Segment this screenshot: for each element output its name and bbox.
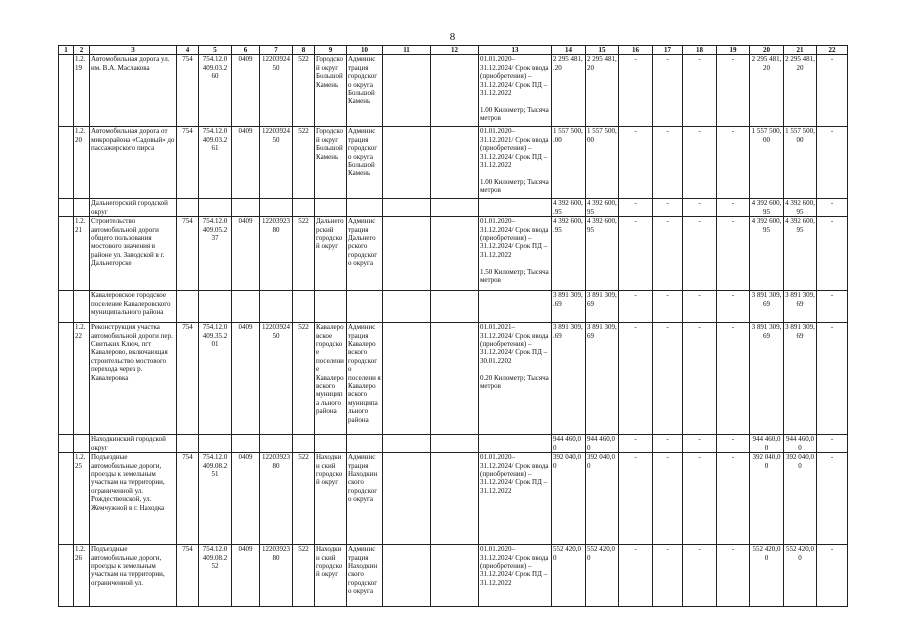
cell-col-9: Дальнего рский городской округ xyxy=(315,217,347,291)
cell-col-7 xyxy=(260,199,293,217)
cell-col-12 xyxy=(431,291,479,323)
cell-col-1 xyxy=(59,291,74,323)
cell-col-21: 552 420,0 0 xyxy=(784,545,817,607)
cell-col-2: 1.2.26 xyxy=(74,545,90,607)
cell-col-19: - xyxy=(717,55,750,127)
cell-col-22: - xyxy=(817,291,848,323)
cell-col-7: 12203923 80 xyxy=(260,453,293,545)
cell-col-16: - xyxy=(619,545,653,607)
cell-col-7 xyxy=(260,291,293,323)
cell-col-14: 4 392 600, .95 xyxy=(552,217,586,291)
cell-col-18: - xyxy=(683,217,717,291)
cell-col-10: Админис трация Находкин ского городског о округа xyxy=(347,545,383,607)
cell-col-3: Строительство автомобильной дороги общего пользования мостового значения в районе ул. Заводской в г. Дальнегорске xyxy=(90,217,177,291)
cell-col-15: 392 040,0 0 xyxy=(586,453,619,545)
cell-col-1 xyxy=(59,323,74,435)
header-row xyxy=(59,46,848,55)
cell-col-4: 754 xyxy=(177,127,199,199)
cell-col-4: 754 xyxy=(177,453,199,545)
cell-col-6 xyxy=(232,199,260,217)
cell-col-5: 754.12.0 409.03.2 60 xyxy=(199,55,232,127)
cell-col-1 xyxy=(59,217,74,291)
data-table xyxy=(58,45,848,607)
header-cell: 6 xyxy=(232,46,260,55)
cell-col-20: 552 420,0 0 xyxy=(750,545,784,607)
cell-col-3: Дальнегорский городской округ xyxy=(90,199,177,217)
header-cell: 5 xyxy=(199,46,232,55)
cell-col-8 xyxy=(293,435,315,453)
cell-col-12 xyxy=(431,435,479,453)
header-cell: 21 xyxy=(784,46,817,55)
header-cell: 7 xyxy=(260,46,293,55)
header-cell: 16 xyxy=(619,46,653,55)
cell-col-5: 754.12.0 409.05.2 37 xyxy=(199,217,232,291)
cell-col-20: 4 392 600, 95 xyxy=(750,199,784,217)
cell-col-19: - xyxy=(717,127,750,199)
cell-col-10: Админис трация Кавалеро вского городског о поселени я Кавалеро вского муниципа льного района xyxy=(347,323,383,435)
cell-col-2: 1.2.25 xyxy=(74,453,90,545)
cell-col-20: 392 040,0 0 xyxy=(750,453,784,545)
header-cell: 22 xyxy=(817,46,848,55)
cell-col-2: 1.2.20 xyxy=(74,127,90,199)
cell-col-14: 392 040,0 0 xyxy=(552,453,586,545)
header-cell: 20 xyxy=(750,46,784,55)
cell-col-13: 01.01.2020– 31.12.2024/ Срок ввода (приобретения) – 31.12.2024/ Срок ПД – 31.12.2022 xyxy=(479,453,552,545)
header-cell: 14 xyxy=(552,46,586,55)
cell-col-18: - xyxy=(683,435,717,453)
cell-col-7: 12203924 50 xyxy=(260,55,293,127)
cell-col-21: 2 295 481, 20 xyxy=(784,55,817,127)
cell-col-11 xyxy=(383,291,431,323)
cell-col-19: - xyxy=(717,217,750,291)
cell-col-15: 2 295 481, 20 xyxy=(586,55,619,127)
cell-col-22: - xyxy=(817,453,848,545)
cell-col-6 xyxy=(232,435,260,453)
cell-col-8: 522 xyxy=(293,545,315,607)
cell-col-16: - xyxy=(619,199,653,217)
cell-col-12 xyxy=(431,127,479,199)
cell-col-22: - xyxy=(817,127,848,199)
cell-col-18: - xyxy=(683,453,717,545)
cell-col-20: 3 891 309, 69 xyxy=(750,323,784,435)
cell-col-22: - xyxy=(817,217,848,291)
cell-col-15: 3 891 309, 69 xyxy=(586,323,619,435)
cell-col-4: 754 xyxy=(177,55,199,127)
header-cell: 10 xyxy=(347,46,383,55)
cell-col-20: 4 392 600, 95 xyxy=(750,217,784,291)
cell-col-14: 3 891 309, .69 xyxy=(552,291,586,323)
cell-col-2 xyxy=(74,435,90,453)
cell-col-10: Админис трация городског о округа Большой Камень xyxy=(347,127,383,199)
cell-col-17: - xyxy=(653,323,683,435)
cell-col-11 xyxy=(383,453,431,545)
cell-col-19: - xyxy=(717,453,750,545)
cell-col-13: 01.01.2020– 31.12.2024/ Срок ввода (приобретения) – 31.12.2024/ Срок ПД – 31.12.2022 1.00 Километр; Тысяча метров xyxy=(479,55,552,127)
cell-col-9: Городско й округ Большой Камень xyxy=(315,127,347,199)
header-cell: 3 xyxy=(90,46,177,55)
cell-col-10 xyxy=(347,291,383,323)
cell-col-3: Подъездные автомобильные дороги, проезды к земельным участкам на территории, ограниченной ул. xyxy=(90,545,177,607)
cell-col-11 xyxy=(383,199,431,217)
cell-col-8: 522 xyxy=(293,127,315,199)
cell-col-20: 2 295 481, 20 xyxy=(750,55,784,127)
cell-col-9: Кавалеро вское городское поселени е Кавалеро вского муниципа льного района xyxy=(315,323,347,435)
cell-col-10: Админис трация Дальнего рского городског о округа xyxy=(347,217,383,291)
cell-col-5: 754.12.0 409.35.2 01 xyxy=(199,323,232,435)
cell-col-3: Подъездные автомобильные дороги, проезды к земельным участкам на территории, ограниченной ул. Рождественской, ул. Жемчужной в г. Находка xyxy=(90,453,177,545)
cell-col-13 xyxy=(479,435,552,453)
cell-col-12 xyxy=(431,217,479,291)
cell-col-13 xyxy=(479,199,552,217)
cell-col-15: 3 891 309, 69 xyxy=(586,291,619,323)
table-row xyxy=(59,323,848,435)
cell-col-9 xyxy=(315,291,347,323)
cell-col-17: - xyxy=(653,545,683,607)
cell-col-18: - xyxy=(683,199,717,217)
cell-col-1 xyxy=(59,127,74,199)
cell-col-10 xyxy=(347,199,383,217)
table-row xyxy=(59,217,848,291)
cell-col-21: 1 557 500, 00 xyxy=(784,127,817,199)
header-cell: 1 xyxy=(59,46,74,55)
cell-col-17: - xyxy=(653,127,683,199)
cell-col-15: 944 460,0 0 xyxy=(586,435,619,453)
cell-col-21: 944 460,0 0 xyxy=(784,435,817,453)
cell-col-19: - xyxy=(717,323,750,435)
header-cell: 13 xyxy=(479,46,552,55)
group-row xyxy=(59,199,848,217)
cell-col-19: - xyxy=(717,435,750,453)
cell-col-9 xyxy=(315,435,347,453)
cell-col-3: Находкинский городской округ xyxy=(90,435,177,453)
cell-col-7: 12203924 50 xyxy=(260,127,293,199)
cell-col-1 xyxy=(59,199,74,217)
cell-col-13 xyxy=(479,291,552,323)
cell-col-22: - xyxy=(817,323,848,435)
cell-col-11 xyxy=(383,127,431,199)
cell-col-10: Админис трация Находкин ского городског о округа xyxy=(347,453,383,545)
cell-col-1 xyxy=(59,545,74,607)
cell-col-6: 0409 xyxy=(232,217,260,291)
header-cell: 19 xyxy=(717,46,750,55)
cell-col-4: 754 xyxy=(177,323,199,435)
cell-col-12 xyxy=(431,323,479,435)
cell-col-18: - xyxy=(683,291,717,323)
cell-col-21: 392 040,0 0 xyxy=(784,453,817,545)
header-cell: 18 xyxy=(683,46,717,55)
header-cell: 9 xyxy=(315,46,347,55)
cell-col-3: Реконструкция участка автомобильной дороги пер. Свитьких Ключ, пгт Кавалерово, включающая строительство мостового перехода через р. Кавалеровка xyxy=(90,323,177,435)
cell-col-9: Городско й округ Большой Камень xyxy=(315,55,347,127)
cell-col-7: 12203923 80 xyxy=(260,217,293,291)
cell-col-14: 1 557 500, .00 xyxy=(552,127,586,199)
cell-col-11 xyxy=(383,435,431,453)
table-row xyxy=(59,55,848,127)
cell-col-16: - xyxy=(619,323,653,435)
cell-col-5: 754.12.0 409.03.2 61 xyxy=(199,127,232,199)
cell-col-14: 552 420,0 0 xyxy=(552,545,586,607)
cell-col-18: - xyxy=(683,545,717,607)
cell-col-15: 1 557 500, 00 xyxy=(586,127,619,199)
page-number: 8 xyxy=(449,31,456,43)
cell-col-12 xyxy=(431,199,479,217)
cell-col-12 xyxy=(431,545,479,607)
cell-col-16: - xyxy=(619,127,653,199)
cell-col-18: - xyxy=(683,323,717,435)
header-cell: 8 xyxy=(293,46,315,55)
cell-col-8: 522 xyxy=(293,453,315,545)
cell-col-8 xyxy=(293,199,315,217)
cell-col-17: - xyxy=(653,435,683,453)
cell-col-15: 552 420,0 0 xyxy=(586,545,619,607)
group-row xyxy=(59,435,848,453)
cell-col-18: - xyxy=(683,55,717,127)
table-body xyxy=(59,46,848,607)
cell-col-2: 1.2.19 xyxy=(74,55,90,127)
header-cell: 15 xyxy=(586,46,619,55)
cell-col-17: - xyxy=(653,55,683,127)
cell-col-4: 754 xyxy=(177,217,199,291)
cell-col-13: 01.01.2021– 31.12.2024/ Срок ввода (приобретения) – 31.12.2024/ Срок ПД – 30.01.2202 0.20 Километр; Тысяча метров xyxy=(479,323,552,435)
cell-col-22: - xyxy=(817,199,848,217)
cell-col-21: 3 891 309, 69 xyxy=(784,323,817,435)
header-cell: 4 xyxy=(177,46,199,55)
header-cell: 12 xyxy=(431,46,479,55)
cell-col-4 xyxy=(177,291,199,323)
table-row xyxy=(59,453,848,545)
cell-col-5: 754.12.0 409.08.2 51 xyxy=(199,453,232,545)
cell-col-11 xyxy=(383,545,431,607)
cell-col-19: - xyxy=(717,545,750,607)
cell-col-3: Автомобильная дорога ул. им. В.А. Маслакова xyxy=(90,55,177,127)
cell-col-13: 01.01.2020– 31.12.2024/ Срок ввода (приобретения) – 31.12.2024/ Срок ПД – 31.12.2022 xyxy=(479,545,552,607)
cell-col-8: 522 xyxy=(293,55,315,127)
cell-col-14: 2 295 481, .20 xyxy=(552,55,586,127)
cell-col-18: - xyxy=(683,127,717,199)
cell-col-9: Находкин ский городской округ xyxy=(315,545,347,607)
cell-col-6: 0409 xyxy=(232,323,260,435)
cell-col-16: - xyxy=(619,291,653,323)
cell-col-16: - xyxy=(619,435,653,453)
cell-col-1 xyxy=(59,435,74,453)
cell-col-8: 522 xyxy=(293,323,315,435)
cell-col-19: - xyxy=(717,199,750,217)
cell-col-8 xyxy=(293,291,315,323)
header-cell: 2 xyxy=(74,46,90,55)
cell-col-7 xyxy=(260,435,293,453)
cell-col-7: 12203924 50 xyxy=(260,323,293,435)
cell-col-6: 0409 xyxy=(232,127,260,199)
cell-col-6: 0409 xyxy=(232,55,260,127)
cell-col-9 xyxy=(315,199,347,217)
cell-col-16: - xyxy=(619,453,653,545)
cell-col-4 xyxy=(177,435,199,453)
cell-col-22: - xyxy=(817,55,848,127)
table-row xyxy=(59,127,848,199)
cell-col-5 xyxy=(199,435,232,453)
cell-col-2: 1.2.22 xyxy=(74,323,90,435)
cell-col-11 xyxy=(383,55,431,127)
cell-col-20: 944 460,0 0 xyxy=(750,435,784,453)
cell-col-3: Автомобильная дорога от микрорайона «Садовый» до пассажирского пирса xyxy=(90,127,177,199)
cell-col-15: 4 392 600, 95 xyxy=(587,199,617,216)
header-cell: 11 xyxy=(383,46,431,55)
cell-col-7: 12203923 80 xyxy=(260,545,293,607)
cell-col-6: 0409 xyxy=(232,453,260,545)
cell-col-20: 3 891 309, 69 xyxy=(750,291,784,323)
cell-col-5 xyxy=(199,291,232,323)
group-row xyxy=(59,291,848,323)
cell-col-21: 4 392 600, 95 xyxy=(785,199,815,216)
cell-col-12 xyxy=(431,55,479,127)
cell-col-1 xyxy=(59,453,74,545)
cell-col-22: - xyxy=(817,545,848,607)
cell-col-17: - xyxy=(653,199,683,217)
cell-col-8: 522 xyxy=(293,217,315,291)
cell-col-17: - xyxy=(653,453,683,545)
cell-col-1 xyxy=(59,55,74,127)
cell-col-15: 4 392 600, 95 xyxy=(586,217,619,291)
cell-col-4: 754 xyxy=(177,545,199,607)
cell-col-13: 01.01.2020– 31.12.2021/ Срок ввода (приобретения) – 31.12.2024/ Срок ПД – 31.12.2022 1.00 Километр; Тысяча метров xyxy=(479,127,552,199)
cell-col-13: 01.01.2020– 31.12.2024/ Срок ввода (приобретения) – 31.12.2024/ Срок ПД – 31.12.2022 1.50 Километр; Тысяча метров xyxy=(479,217,552,291)
cell-col-2 xyxy=(74,291,90,323)
cell-col-17: - xyxy=(653,291,683,323)
cell-col-6: 0409 xyxy=(232,545,260,607)
cell-col-21: 4 392 600, 95 xyxy=(784,217,817,291)
cell-col-10 xyxy=(347,435,383,453)
cell-col-14: 944 460,0 0 xyxy=(552,435,586,453)
cell-col-10: Админис трация городског о округа Большой Камень xyxy=(347,55,383,127)
table-row xyxy=(59,545,848,607)
cell-col-5 xyxy=(199,199,232,217)
cell-col-11 xyxy=(383,323,431,435)
cell-col-2: 1.2.21 xyxy=(74,217,90,291)
cell-col-2 xyxy=(74,199,90,217)
cell-col-20: 1 557 500, 00 xyxy=(750,127,784,199)
cell-col-17: - xyxy=(653,217,683,291)
cell-col-16: - xyxy=(619,217,653,291)
cell-col-6 xyxy=(232,291,260,323)
cell-col-12 xyxy=(431,453,479,545)
cell-col-14: 3 891 309, .69 xyxy=(552,323,586,435)
cell-col-3: Кавалеровское городское поселение Кавалеровского муниципального района xyxy=(90,291,177,323)
cell-col-14: 4 392 600, .95 xyxy=(552,199,586,217)
cell-col-21: 3 891 309, 69 xyxy=(784,291,817,323)
header-cell: 17 xyxy=(653,46,683,55)
cell-col-9: Находкин ский городской округ xyxy=(315,453,347,545)
cell-col-5: 754.12.0 409.08.2 52 xyxy=(199,545,232,607)
cell-col-19: - xyxy=(717,291,750,323)
cell-col-16: - xyxy=(619,55,653,127)
cell-col-4 xyxy=(177,199,199,217)
cell-col-22: - xyxy=(817,435,848,453)
cell-col-11 xyxy=(383,217,431,291)
